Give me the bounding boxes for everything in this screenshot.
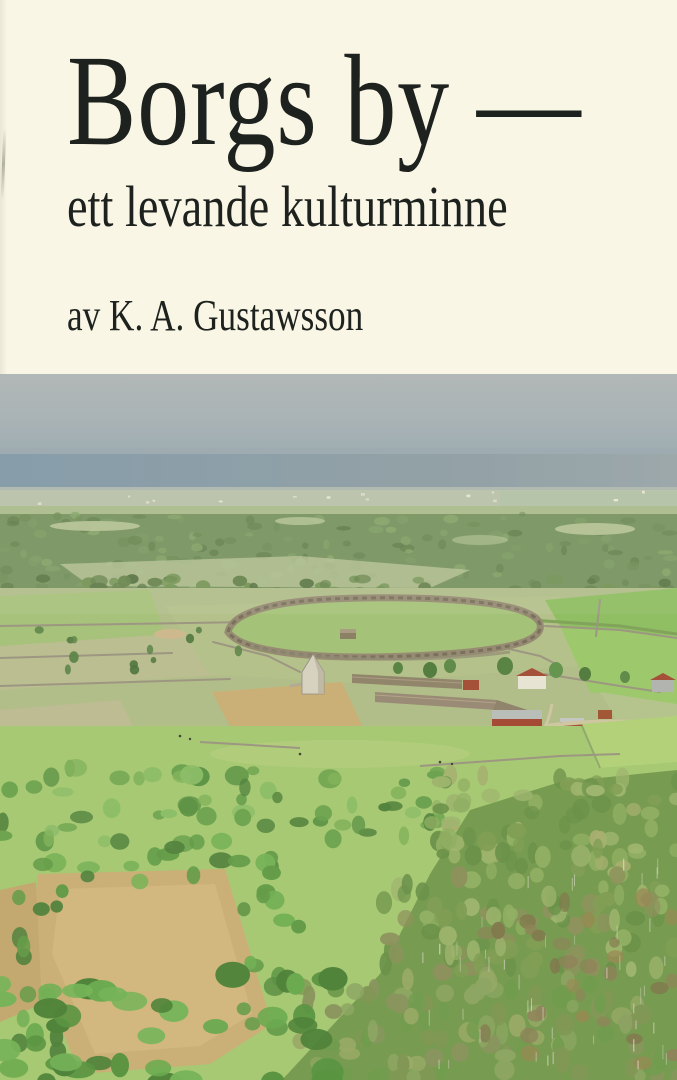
cover-subtitle: ett levande kulturminne [67, 174, 508, 239]
photo-haze [0, 374, 677, 1080]
cover-byline: av K. A. Gustawsson [67, 291, 364, 340]
cover-title: Borgs by — [67, 29, 582, 173]
cover-photo [0, 374, 677, 1080]
